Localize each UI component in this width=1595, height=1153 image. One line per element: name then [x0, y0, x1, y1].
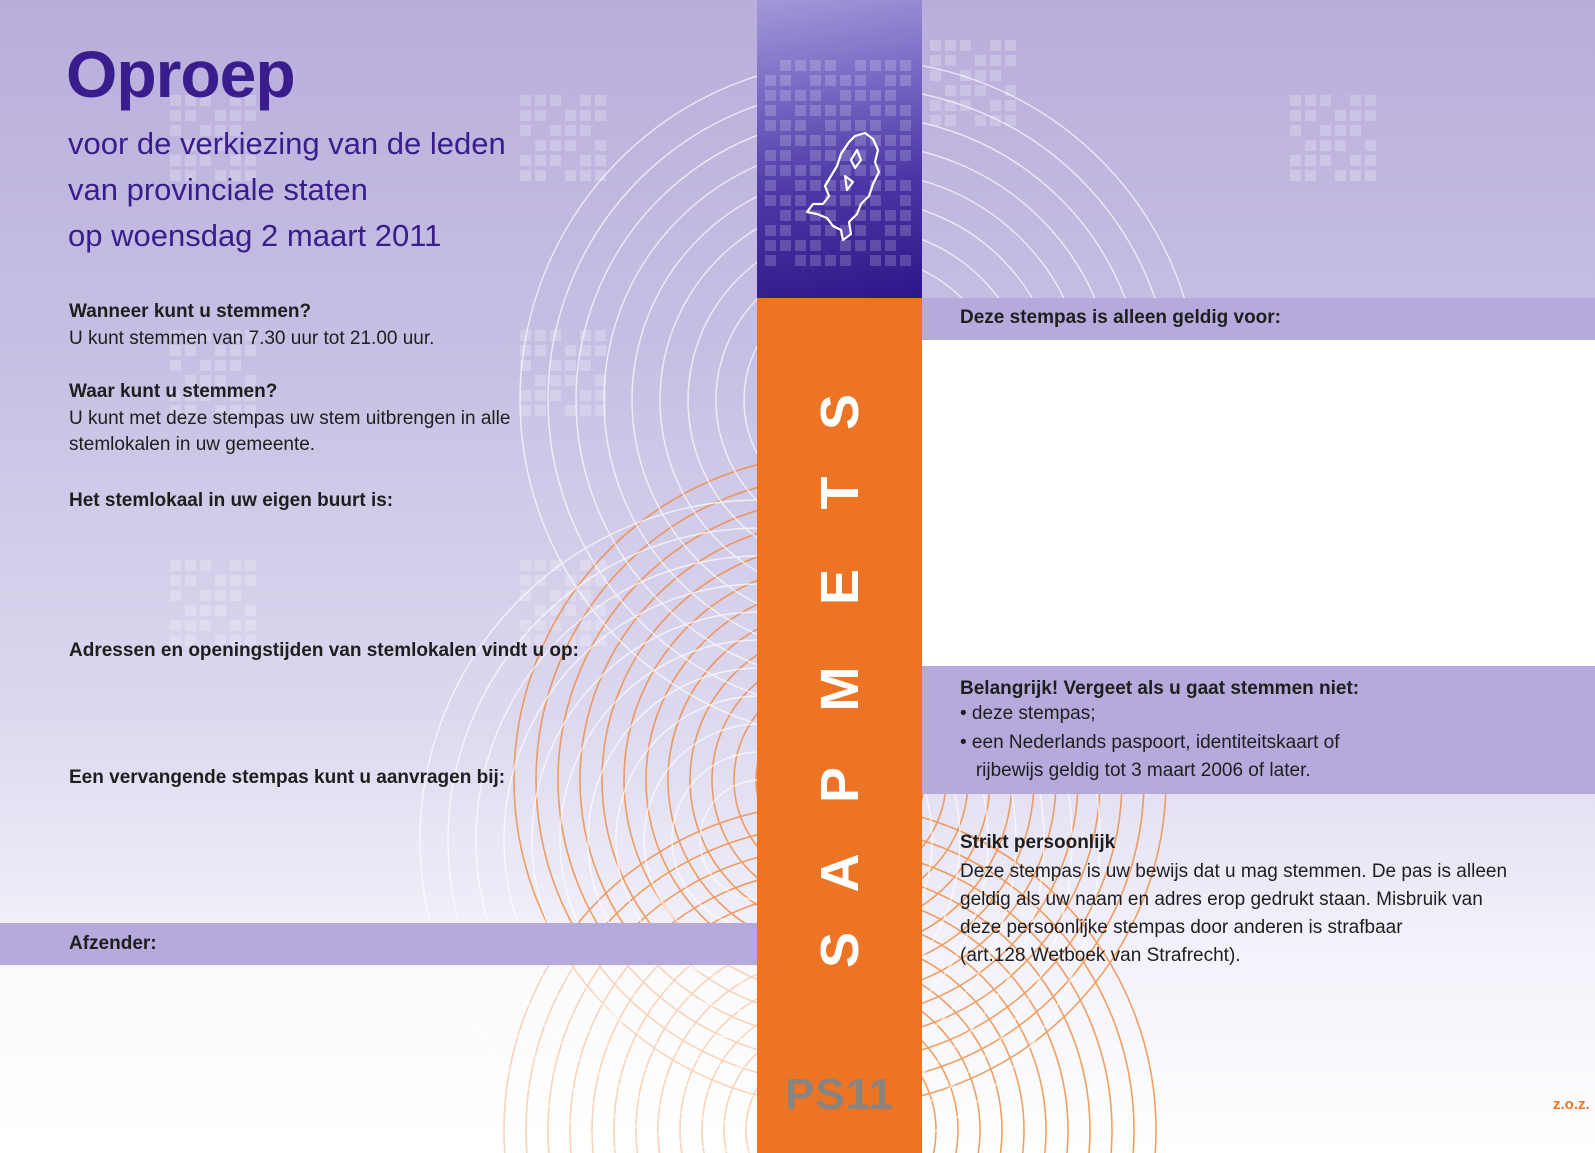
important-heading: Belangrijk! Vergeet als u gaat stemmen niet:: [960, 678, 1360, 699]
voter-details-area: [922, 340, 1595, 666]
personal-line-1: Deze stempas is uw bewijs dat u mag stemmen. De pas is alleen: [960, 861, 1508, 882]
local-station-heading: Het stemlokaal in uw eigen buurt is:: [69, 490, 394, 511]
where-heading: Waar kunt u stemmen?: [69, 381, 278, 402]
page-title: Oproep: [66, 37, 295, 111]
important-item-1: • deze stempas;: [960, 703, 1096, 724]
subtitle-line-2: van provinciale staten: [68, 172, 368, 207]
important-item-2: • een Nederlands paspoort, identiteitskaart of: [960, 732, 1340, 753]
replacement-heading: Een vervangende stempas kunt u aanvragen bij:: [69, 767, 506, 788]
see-reverse-note: z.o.z.: [1553, 1096, 1590, 1113]
when-text: U kunt stemmen van 7.30 uur tot 21.00 uur.: [69, 328, 435, 349]
stempas-letter-t: T: [810, 476, 870, 510]
stempas-letter-p: P: [810, 766, 870, 804]
stempas-letter-e1: E: [810, 568, 870, 606]
personal-line-2: geldig als uw naam en adres erop gedrukt staan. Misbruik van: [960, 889, 1483, 910]
where-text-line-1: U kunt met deze stempas uw stem uitbrengen in alle: [69, 408, 511, 429]
addresses-heading: Adressen en openingstijden van stemlokalen vindt u op:: [69, 640, 579, 661]
strip-square-pattern: [757, 0, 922, 298]
stempas-letter-m: M: [810, 666, 870, 712]
strip-top-purple: [757, 0, 922, 298]
stempas-letter-a: A: [810, 853, 870, 893]
stempas-letter-s2: S: [810, 931, 870, 969]
important-item-3: rijbewijs geldig tot 3 maart 2006 of later.: [960, 760, 1311, 781]
sender-area: [0, 965, 757, 1153]
subtitle-line-1: voor de verkiezing van de leden: [68, 126, 506, 161]
personal-line-4: (art.128 Wetboek van Strafrecht).: [960, 945, 1241, 966]
stempas-letter-s1: S: [810, 393, 870, 431]
subtitle-line-3: op woensdag 2 maart 2011: [68, 218, 442, 253]
election-code: PS11: [785, 1070, 895, 1119]
personal-heading: Strikt persoonlijk: [960, 832, 1116, 853]
valid-for-label: Deze stempas is alleen geldig voor:: [960, 307, 1281, 328]
when-heading: Wanneer kunt u stemmen?: [69, 301, 312, 322]
sender-label: Afzender:: [69, 933, 157, 954]
personal-line-3: deze persoonlijke stempas door anderen is strafbaar: [960, 917, 1403, 938]
where-text-line-2: stemlokalen in uw gemeente.: [69, 434, 316, 455]
